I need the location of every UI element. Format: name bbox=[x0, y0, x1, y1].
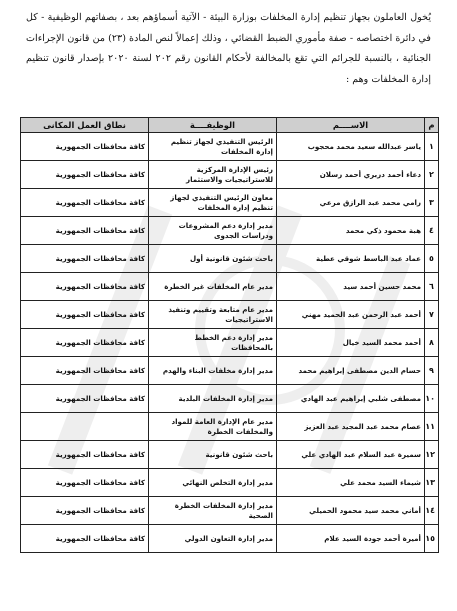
cell-job: رئيس الإدارة المركزية للاستراتيجيات والاستثمار bbox=[149, 161, 277, 189]
cell-place: كافة محافظات الجمهورية bbox=[21, 469, 149, 497]
cell-num: ١١ bbox=[425, 413, 439, 441]
table-row bbox=[21, 133, 439, 161]
cell-job: الرئيس التنفيذي لجهاز تنظيم إدارة المخلفات bbox=[149, 133, 277, 161]
intro-paragraph bbox=[26, 8, 431, 90]
cell-job: باحث شئون قانونية أول bbox=[149, 245, 277, 273]
cell-place: كافة محافظات الجمهورية bbox=[21, 329, 149, 357]
cell-num: ٦ bbox=[425, 273, 439, 301]
cell-place bbox=[21, 413, 149, 441]
cell-job: مدير إدارة المخلفات الخطرة الصحية bbox=[149, 497, 277, 525]
cell-name: دعاء أحمد دربري أحمد رسلان bbox=[277, 161, 425, 189]
cell-name: رامي محمد عبد الرازق مرعي bbox=[277, 189, 425, 217]
table-row bbox=[21, 161, 439, 189]
table-row bbox=[21, 329, 439, 357]
table-row bbox=[21, 441, 439, 469]
cell-place: كافة محافظات الجمهورية bbox=[21, 245, 149, 273]
cell-place: كافة محافظات الجمهورية bbox=[21, 189, 149, 217]
cell-job: باحث شئون قانونية bbox=[149, 441, 277, 469]
cell-num: ٩ bbox=[425, 357, 439, 385]
cell-num: ١٥ bbox=[425, 525, 439, 553]
cell-num: ١ bbox=[425, 133, 439, 161]
cell-name: محمد حسين أحمد سيد bbox=[277, 273, 425, 301]
cell-name: عصام محمد عبد المجيد عبد العزيز bbox=[277, 413, 425, 441]
table-row bbox=[21, 497, 439, 525]
table-row bbox=[21, 357, 439, 385]
cell-place: كافة محافظات الجمهورية bbox=[21, 273, 149, 301]
cell-name: هبة محمود ذكي محمد bbox=[277, 217, 425, 245]
cell-num: ٣ bbox=[425, 189, 439, 217]
table-row bbox=[21, 217, 439, 245]
intro-text: يُخول العاملون بجهاز تنظيم إدارة المخلفات بوزارة البيئة - الآتية أسماؤهم بعد ، بصفاتهم الوظيفية - كل في دائرة اختصاصه - صفة مأموري الضبط القضائي ، وذلك إعمالاً لنص المادة (٢٣) من قانون الإجراءات الجنائية ، بالنسبة للجرائم التي تقع بالمخالفة لأحكام القانون رقم ٢٠٢ لسنة ٢٠٢٠ بإصدار قانون تنظيم إدارة المخلفات وهم : bbox=[26, 12, 431, 85]
officials-table bbox=[20, 117, 439, 553]
cell-name: مصطفى شلبي إبراهيم عبد الهادي bbox=[277, 385, 425, 413]
cell-job: مدير إدارة دعم المشروعات ودراسات الجدوى bbox=[149, 217, 277, 245]
cell-place: كافة محافظات الجمهورية bbox=[21, 497, 149, 525]
cell-job: مدير إدارة التعاون الدولي bbox=[149, 525, 277, 553]
cell-name: عماد عبد الباسط شوقي عطية bbox=[277, 245, 425, 273]
cell-place: كافة محافظات الجمهورية bbox=[21, 385, 149, 413]
table-row bbox=[21, 385, 439, 413]
table-row bbox=[21, 273, 439, 301]
header-name: الاســــم bbox=[277, 118, 425, 133]
cell-num: ١٢ bbox=[425, 441, 439, 469]
cell-job: مدير إدارة دعم الخطط بالمحافظات bbox=[149, 329, 277, 357]
cell-job: معاون الرئيس التنفيذي لجهاز تنظيم إدارة المخلفات bbox=[149, 189, 277, 217]
cell-num: ٨ bbox=[425, 329, 439, 357]
table-row bbox=[21, 189, 439, 217]
cell-place: كافة محافظات الجمهورية bbox=[21, 357, 149, 385]
header-job: الوظيفــــة bbox=[149, 118, 277, 133]
cell-name: أحمد محمد السيد خيال bbox=[277, 329, 425, 357]
cell-name: أحمد عبد الرحمن عبد الحميد مهني bbox=[277, 301, 425, 329]
cell-place: كافة محافظات الجمهورية bbox=[21, 133, 149, 161]
cell-num: ١٤ bbox=[425, 497, 439, 525]
cell-job: مدير إدارة مخلفات البناء والهدم bbox=[149, 357, 277, 385]
cell-num: ١٣ bbox=[425, 469, 439, 497]
cell-num: ٧ bbox=[425, 301, 439, 329]
cell-place: كافة محافظات الجمهورية bbox=[21, 301, 149, 329]
cell-num: ٢ bbox=[425, 161, 439, 189]
cell-name: شيماء السيد محمد علي bbox=[277, 469, 425, 497]
table-row bbox=[21, 469, 439, 497]
cell-job: مدير عام المخلفات غير الخطرة bbox=[149, 273, 277, 301]
cell-name: أماني محمد سيد محمود الحميلي bbox=[277, 497, 425, 525]
cell-num: ٤ bbox=[425, 217, 439, 245]
table-row bbox=[21, 413, 439, 441]
cell-num: ١٠ bbox=[425, 385, 439, 413]
cell-name: أميرة أحمد جودة السيد علام bbox=[277, 525, 425, 553]
cell-place: كافة محافظات الجمهورية bbox=[21, 441, 149, 469]
table-row bbox=[21, 525, 439, 553]
cell-place: كافة محافظات الجمهورية bbox=[21, 525, 149, 553]
cell-name: ياسر عبدالله سعيد محمد محجوب bbox=[277, 133, 425, 161]
cell-job: مدير عام متابعة وتقييم وتنفيذ الاستراتيجيات bbox=[149, 301, 277, 329]
table-row bbox=[21, 301, 439, 329]
cell-job: مدير إدارة المخلفات البلدية bbox=[149, 385, 277, 413]
cell-job: مدير إدارة التخلص النهائي bbox=[149, 469, 277, 497]
cell-place: كافة محافظات الجمهورية bbox=[21, 217, 149, 245]
cell-name: سميرة عبد السلام عبد الهادي علي bbox=[277, 441, 425, 469]
header-num: م bbox=[425, 118, 439, 133]
table-body bbox=[21, 133, 439, 553]
cell-name: حسام الدين مصطفى إبراهيم محمد bbox=[277, 357, 425, 385]
cell-job: مدير عام الإدارة العامة للمواد والمخلفات الخطرة bbox=[149, 413, 277, 441]
cell-place: كافة محافظات الجمهورية bbox=[21, 161, 149, 189]
table-header-row bbox=[21, 118, 439, 133]
header-place: نطاق العمل المكانى bbox=[21, 118, 149, 133]
cell-num: ٥ bbox=[425, 245, 439, 273]
table-row bbox=[21, 245, 439, 273]
